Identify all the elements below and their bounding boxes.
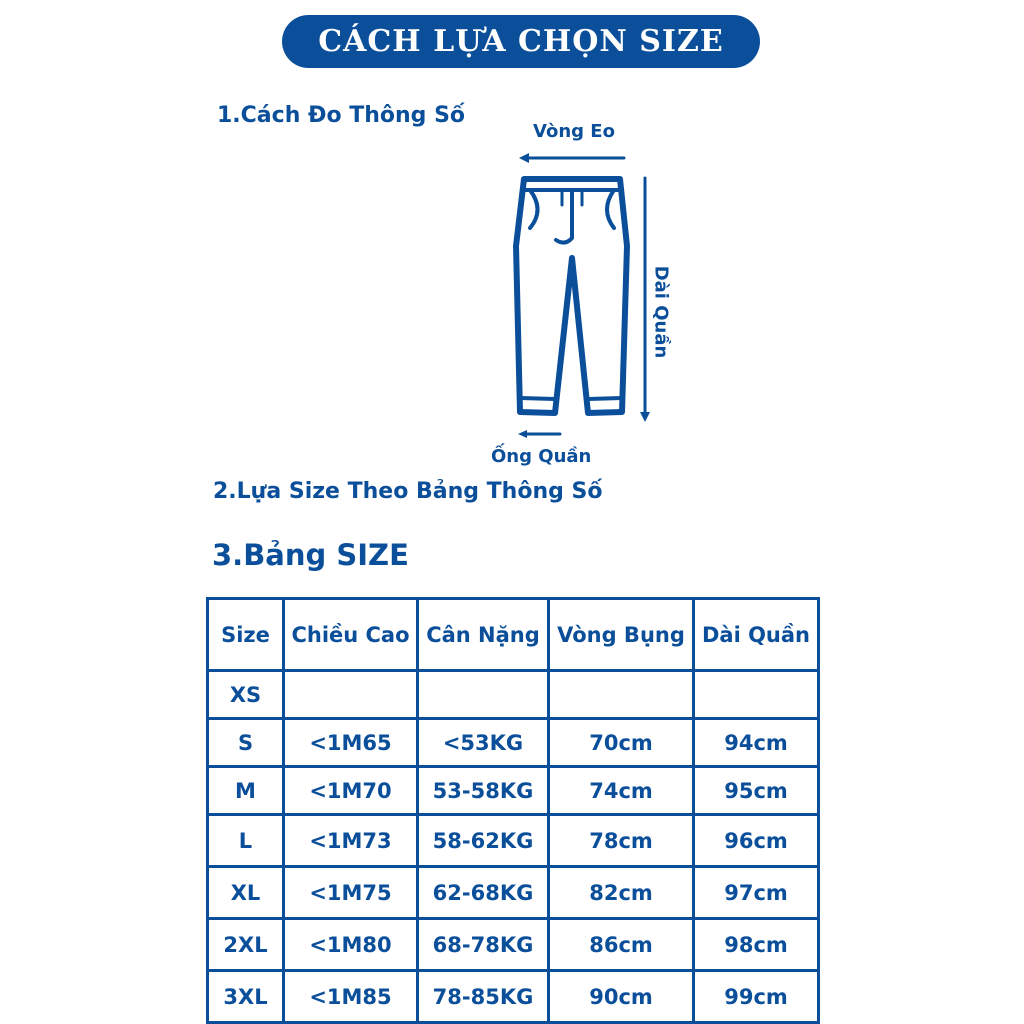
table-row: [208, 971, 819, 1023]
length-arrow-icon: [640, 178, 650, 422]
table-row: [208, 815, 819, 867]
header-cell: Vòng Bụng: [549, 599, 694, 671]
table-row: [208, 867, 819, 919]
table-cell: 78-85KG: [418, 971, 549, 1023]
header-cell: Cân Nặng: [418, 599, 549, 671]
pants-diagram: [505, 145, 665, 445]
table-cell: 74cm: [549, 767, 694, 815]
hem-label: Ống Quần: [491, 446, 592, 467]
table-cell: XS: [208, 671, 284, 719]
table-cell: 96cm: [694, 815, 819, 867]
table-cell: <1M80: [284, 919, 418, 971]
hem-arrow-icon: [518, 430, 560, 438]
header-cell: Dài Quần: [694, 599, 819, 671]
table-cell: <53KG: [418, 719, 549, 767]
table-cell: 2XL: [208, 919, 284, 971]
table-cell: 3XL: [208, 971, 284, 1023]
table-row: [208, 719, 819, 767]
table-row: [208, 767, 819, 815]
table-cell: S: [208, 719, 284, 767]
table-cell: <1M73: [284, 815, 418, 867]
table-cell: 86cm: [549, 919, 694, 971]
table-cell: 62-68KG: [418, 867, 549, 919]
table-cell: M: [208, 767, 284, 815]
table-cell: 53-58KG: [418, 767, 549, 815]
table-cell: <1M85: [284, 971, 418, 1023]
title-banner: [282, 15, 760, 68]
step-2-heading: 2.Lựa Size Theo Bảng Thông Số: [213, 479, 603, 504]
table-cell: 70cm: [549, 719, 694, 767]
size-table: [206, 597, 820, 1024]
step-1-heading: 1.Cách Đo Thông Số: [217, 103, 466, 128]
step-3-heading: 3.Bảng SIZE: [212, 538, 409, 572]
table-cell: 98cm: [694, 919, 819, 971]
table-cell: 95cm: [694, 767, 819, 815]
table-cell: 94cm: [694, 719, 819, 767]
table-cell: 78cm: [549, 815, 694, 867]
table-cell: 97cm: [694, 867, 819, 919]
table-cell: [549, 671, 694, 719]
page-title: CÁCH LỰA CHỌN SIZE: [318, 24, 724, 59]
waist-arrow-icon: [519, 153, 624, 163]
table-row: [208, 919, 819, 971]
table-cell: [418, 671, 549, 719]
table-cell: <1M65: [284, 719, 418, 767]
table-cell: [284, 671, 418, 719]
table-cell: [694, 671, 819, 719]
table-header-row: [208, 599, 819, 671]
length-label: Dài Quần: [650, 265, 672, 359]
header-cell: Size: [208, 599, 284, 671]
table-cell: <1M75: [284, 867, 418, 919]
table-cell: 68-78KG: [418, 919, 549, 971]
table-cell: 58-62KG: [418, 815, 549, 867]
table-cell: 99cm: [694, 971, 819, 1023]
table-cell: 82cm: [549, 867, 694, 919]
table-cell: <1M70: [284, 767, 418, 815]
table-cell: L: [208, 815, 284, 867]
pants-icon: [516, 179, 627, 413]
table-cell: XL: [208, 867, 284, 919]
header-cell: Chiều Cao: [284, 599, 418, 671]
table-row: [208, 671, 819, 719]
waist-label: Vòng Eo: [533, 121, 615, 142]
table-cell: 90cm: [549, 971, 694, 1023]
